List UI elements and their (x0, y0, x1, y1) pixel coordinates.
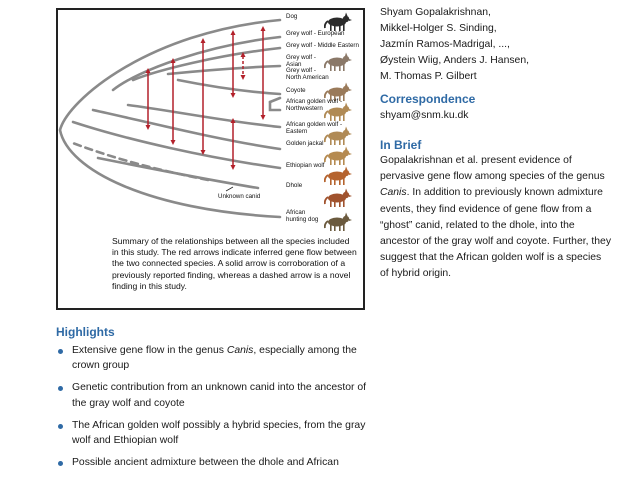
dog-icon (324, 12, 352, 32)
species-label: African golden wolf - Northwestern (286, 98, 343, 112)
species-label: Dhole (286, 182, 303, 189)
african-hunting-dog-icon (324, 212, 352, 232)
golden-jackal-icon (324, 146, 352, 166)
arrow-head (261, 26, 266, 31)
species-label: Golden jackal (286, 140, 324, 147)
author-line: Jazmín Ramos-Madrigal, ..., (380, 39, 510, 50)
author-line: M. Thomas P. Gilbert (380, 71, 477, 82)
highlights-heading: Highlights (56, 325, 115, 339)
dhole-icon (324, 188, 352, 208)
species-label: Coyote (286, 87, 306, 94)
highlight-text: Extensive gene flow in the genus (72, 345, 227, 356)
arrow-head (231, 30, 236, 35)
species-label: African hunting dog (286, 209, 319, 223)
arrow-head (231, 165, 236, 170)
species-label: Grey wolf - Middle Eastern (286, 42, 359, 49)
author-line: Mikkel-Holger S. Sinding, (380, 23, 497, 34)
arrow-head (201, 38, 206, 43)
highlight-text: Possible ancient admixture between the dhole and African (72, 457, 339, 469)
highlight-italic: Canis (226, 345, 254, 356)
arrow-head (231, 93, 236, 98)
highlight-item (58, 418, 378, 448)
arrow-head (146, 125, 151, 130)
in-brief-text-part: Gopalakrishnan et al. present evidence of pervasive gene flow among species of the genus (380, 155, 605, 183)
highlight-item (58, 380, 378, 410)
african-golden-wolf-icon (324, 126, 352, 146)
arrow-head (261, 115, 266, 120)
author-line: Øystein Wiig, Anders J. Hansen, (380, 55, 529, 66)
african-golden-wolf-icon (324, 102, 352, 122)
ethiopian-wolf-icon (324, 166, 352, 186)
species-label: Grey wolf - European (286, 30, 345, 37)
highlight-text: The African golden wolf possibly a hybrid species, from the gray wolf and Ethiopian wolf (72, 419, 366, 447)
bullet-icon (58, 386, 63, 391)
genus-name: Canis (380, 187, 407, 199)
author-list (380, 5, 625, 85)
species-label: Ethiopian wolf (286, 162, 325, 169)
highlights-list (58, 343, 378, 477)
unknown-canid-label: Unknown canid (218, 193, 261, 200)
bullet-icon (58, 461, 63, 466)
correspondence-email[interactable]: shyam@snm.ku.dk (380, 110, 469, 121)
in-brief-text (380, 153, 612, 283)
tree-branch (113, 37, 280, 90)
arrow-head (171, 140, 176, 145)
tree-branch (178, 80, 280, 94)
species-label: African golden wolf - Eastern (286, 121, 343, 135)
bullet-icon (58, 424, 63, 429)
highlight-item (58, 343, 378, 373)
bullet-icon (58, 349, 63, 354)
correspondence-heading: Correspondence (380, 92, 476, 106)
figure-summary: Summary of the relationships between all the species included in this study. The red arrows indicate inferred gene flow between the two connected species. A solid arrow is corroboration of a previously reported finding, whereas a dashed arrow is a novel finding in this study. (112, 236, 357, 291)
in-brief-text-part: . In addition to previously known admixture events, they find evidence of gene flow from a “ghost” canid, related to the dhole, into the ancestor of the gray wolf and coyote. Further, they suggest that the African golden wolf is a species of hybrid origin. (380, 187, 612, 280)
species-label: Dog (286, 13, 298, 20)
author-line: Shyam Gopalakrishnan, (380, 7, 491, 18)
tree-branch (270, 102, 280, 110)
tree-branch (270, 98, 280, 102)
graphical-abstract (56, 8, 365, 310)
highlight-text: , especially among the crown group (72, 345, 357, 372)
highlight-text: Genetic contribution from an unknown canid into the ancestor of the gray wolf and coyote (72, 382, 366, 409)
in-brief-heading: In Brief (380, 138, 422, 152)
unknown-canid-pointer (226, 187, 233, 191)
grey-wolf-icon (324, 52, 352, 72)
species-label: Grey wolf - Asian Grey wolf - North American (286, 54, 329, 81)
highlight-item (58, 455, 378, 470)
tree-branch (93, 110, 280, 149)
arrow-head (241, 75, 246, 80)
